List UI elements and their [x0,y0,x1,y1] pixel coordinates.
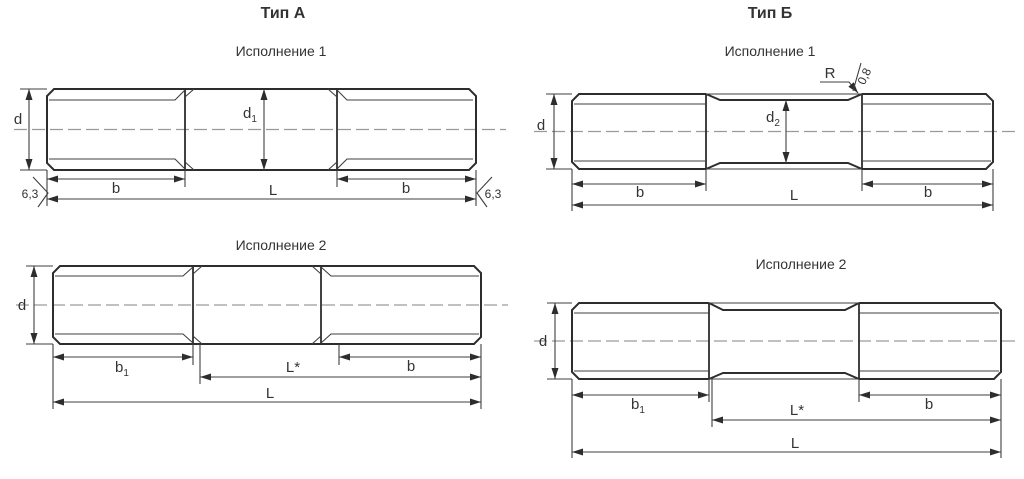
type-a-version2-title: Исполнение 2 [235,237,327,253]
label-Lstar: L* [285,359,301,376]
label-d: d [17,297,27,314]
label-d2-base: d [766,109,775,126]
label-d1 [243,105,257,125]
type-b-version1-drawing [534,63,1016,211]
type-b-title: Тип Б [747,5,793,22]
radius-leader-line [820,82,858,93]
label-L: L [268,182,278,199]
neck-projection-lines [709,303,859,379]
thread-minor-lines [574,313,999,371]
thread-minor-lines [574,104,991,161]
type-a-version1-title: Исполнение 1 [235,43,327,59]
type-b-version2-title: Исполнение 2 [755,256,847,272]
label-b-left: b [635,184,645,201]
section-boundaries [709,303,859,379]
label-b: b [924,396,934,413]
label-b-left: b [111,180,121,197]
label-d: d [538,333,548,350]
extension-lines [26,266,481,409]
label-b-right: b [923,184,933,201]
extension-lines [547,303,1001,458]
type-a-version1-drawing [14,89,506,207]
label-b1-base: b [115,359,124,376]
label-b1-sub: 1 [639,405,645,416]
neck-outline [709,303,859,379]
label-b: b [406,358,416,375]
label-d2-sub: 2 [774,118,780,129]
label-b-right: b [401,180,411,197]
neck-outline [706,94,862,169]
neck-projection-lines [706,94,862,169]
label-b1-sub: 1 [123,368,129,379]
type-a-title: Тип А [260,5,306,22]
label-d: d [13,111,23,128]
label-b1-base: b [631,396,640,413]
label-b1 [631,396,645,416]
label-radius: R [824,65,836,82]
label-L: L [265,385,275,402]
roughness-value-right: 6,3 [484,187,502,201]
label-L: L [790,435,800,452]
label-d1-base: d [243,105,252,122]
roughness-value-left: 6,3 [21,187,39,201]
label-b1 [115,359,129,379]
label-Lstar: L* [789,402,805,419]
label-roughness: 0,8 [854,65,875,87]
type-b-version1-title: Исполнение 1 [724,43,816,59]
section-boundaries [706,94,862,169]
type-b-version2-drawing [534,303,1020,458]
label-d2 [766,109,780,129]
label-d1-sub: 1 [251,114,257,125]
label-d: d [536,117,546,134]
type-a-version2-drawing [16,266,508,409]
label-L: L [789,187,799,204]
